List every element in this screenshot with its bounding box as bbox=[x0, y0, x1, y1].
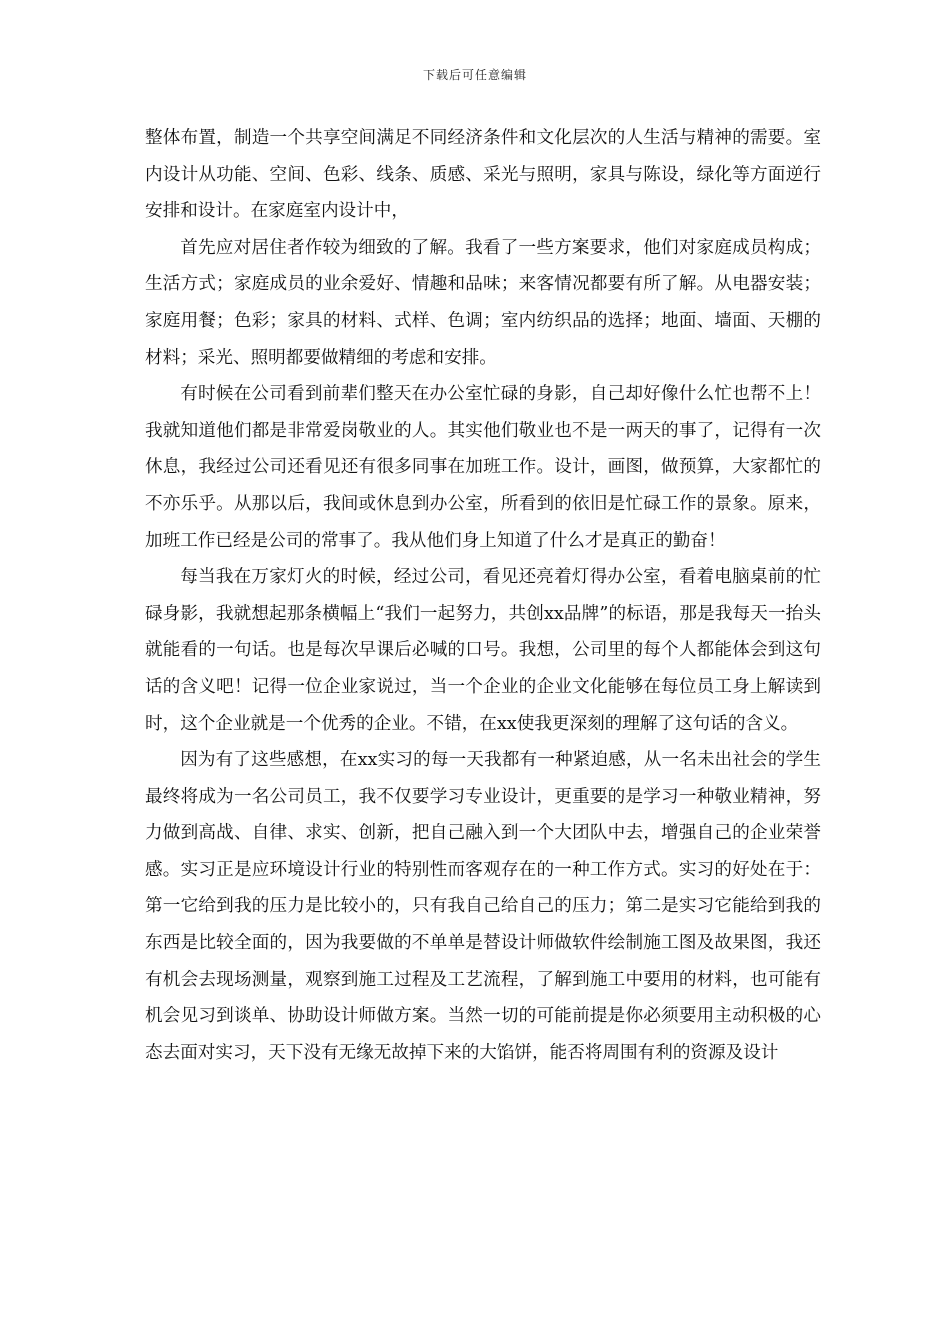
document-body bbox=[145, 120, 821, 1071]
page-header-note: 下载后可任意编辑 bbox=[422, 68, 527, 82]
paragraph: 因为有了这些感想，在xx实习的每一天我都有一种紧迫感，从一名未出社会的学生最终将成为一名公司员工，我不仅要学习专业设计，更重要的是学习一种敬业精神，努力做到高战、自律、求实、创新，把自己融入到一个大团队中去，增强自己的企业荣誉感。实习正是应环境设计行业的特别性而客观存在的一种工作方式。实习的好处在于：第一它给到我的压力是比较小的，只有我自己给自己的压力；第二是实习它能给到我的东西是比较全面的，因为我要做的不单单是替设计师做软件绘制施工图及故果图，我还有机会去现场测量，观察到施工过程及工艺流程，了解到施工中要用的材料，也可能有机会见习到谈单、协助设计师做方案。当然一切的可能前提是你必须要用主动积极的心态去面对实习，天下没有无缘无故掉下来的大馅饼，能否将周围有利的资源及设计 bbox=[145, 750, 821, 1063]
paragraph: 每当我在万家灯火的时候，经过公司，看见还亮着灯得办公室，看着电脑桌前的忙碌身影，我就想起那条横幅上“我们一起努力，共创xx品牌”的标语，那是我每天一抬头就能看的一句话。也是每次早课后必喊的口号。我想，公司里的每个人都能体会到这句话的含义吧！记得一位企业家说过，当一个企业的企业文化能够在每位员工身上解读到时，这个企业就是一个优秀的企业。不错，在xx使我更深刻的理解了这句话的含义。 bbox=[145, 567, 821, 734]
paragraph-continuation: 整体布置，制造一个共享空间满足不同经济条件和文化层次的人生活与精神的需要。室内设计从功能、空间、色彩、线条、质感、采光与照明，家具与陈设，绿化等方面逆行安排和设计。在家庭室内设计中， bbox=[145, 128, 821, 222]
paragraph: 有时候在公司看到前辈们整天在办公室忙碌的身影，自己却好像什么忙也帮不上！我就知道他们都是非常爱岗敬业的人。其实他们敬业也不是一两天的事了，记得有一次休息，我经过公司还看见还有很多同事在加班工作。设计，画图，做预算，大家都忙的不亦乐乎。从那以后，我间或休息到办公室，所看到的依旧是忙碌工作的景象。原来，加班工作已经是公司的常事了。我从他们身上知道了什么才是真正的勤奋！ bbox=[145, 384, 821, 551]
paragraph: 首先应对居住者作较为细致的了解。我看了一些方案要求，他们对家庭成员构成；生活方式；家庭成员的业余爱好、情趣和品味；来客情况都要有所了解。从电器安装；家庭用餐；色彩；家具的材料、式样、色调；室内纺织品的选择；地面、墙面、天棚的材料；采光、照明都要做精细的考虑和安排。 bbox=[145, 237, 821, 368]
